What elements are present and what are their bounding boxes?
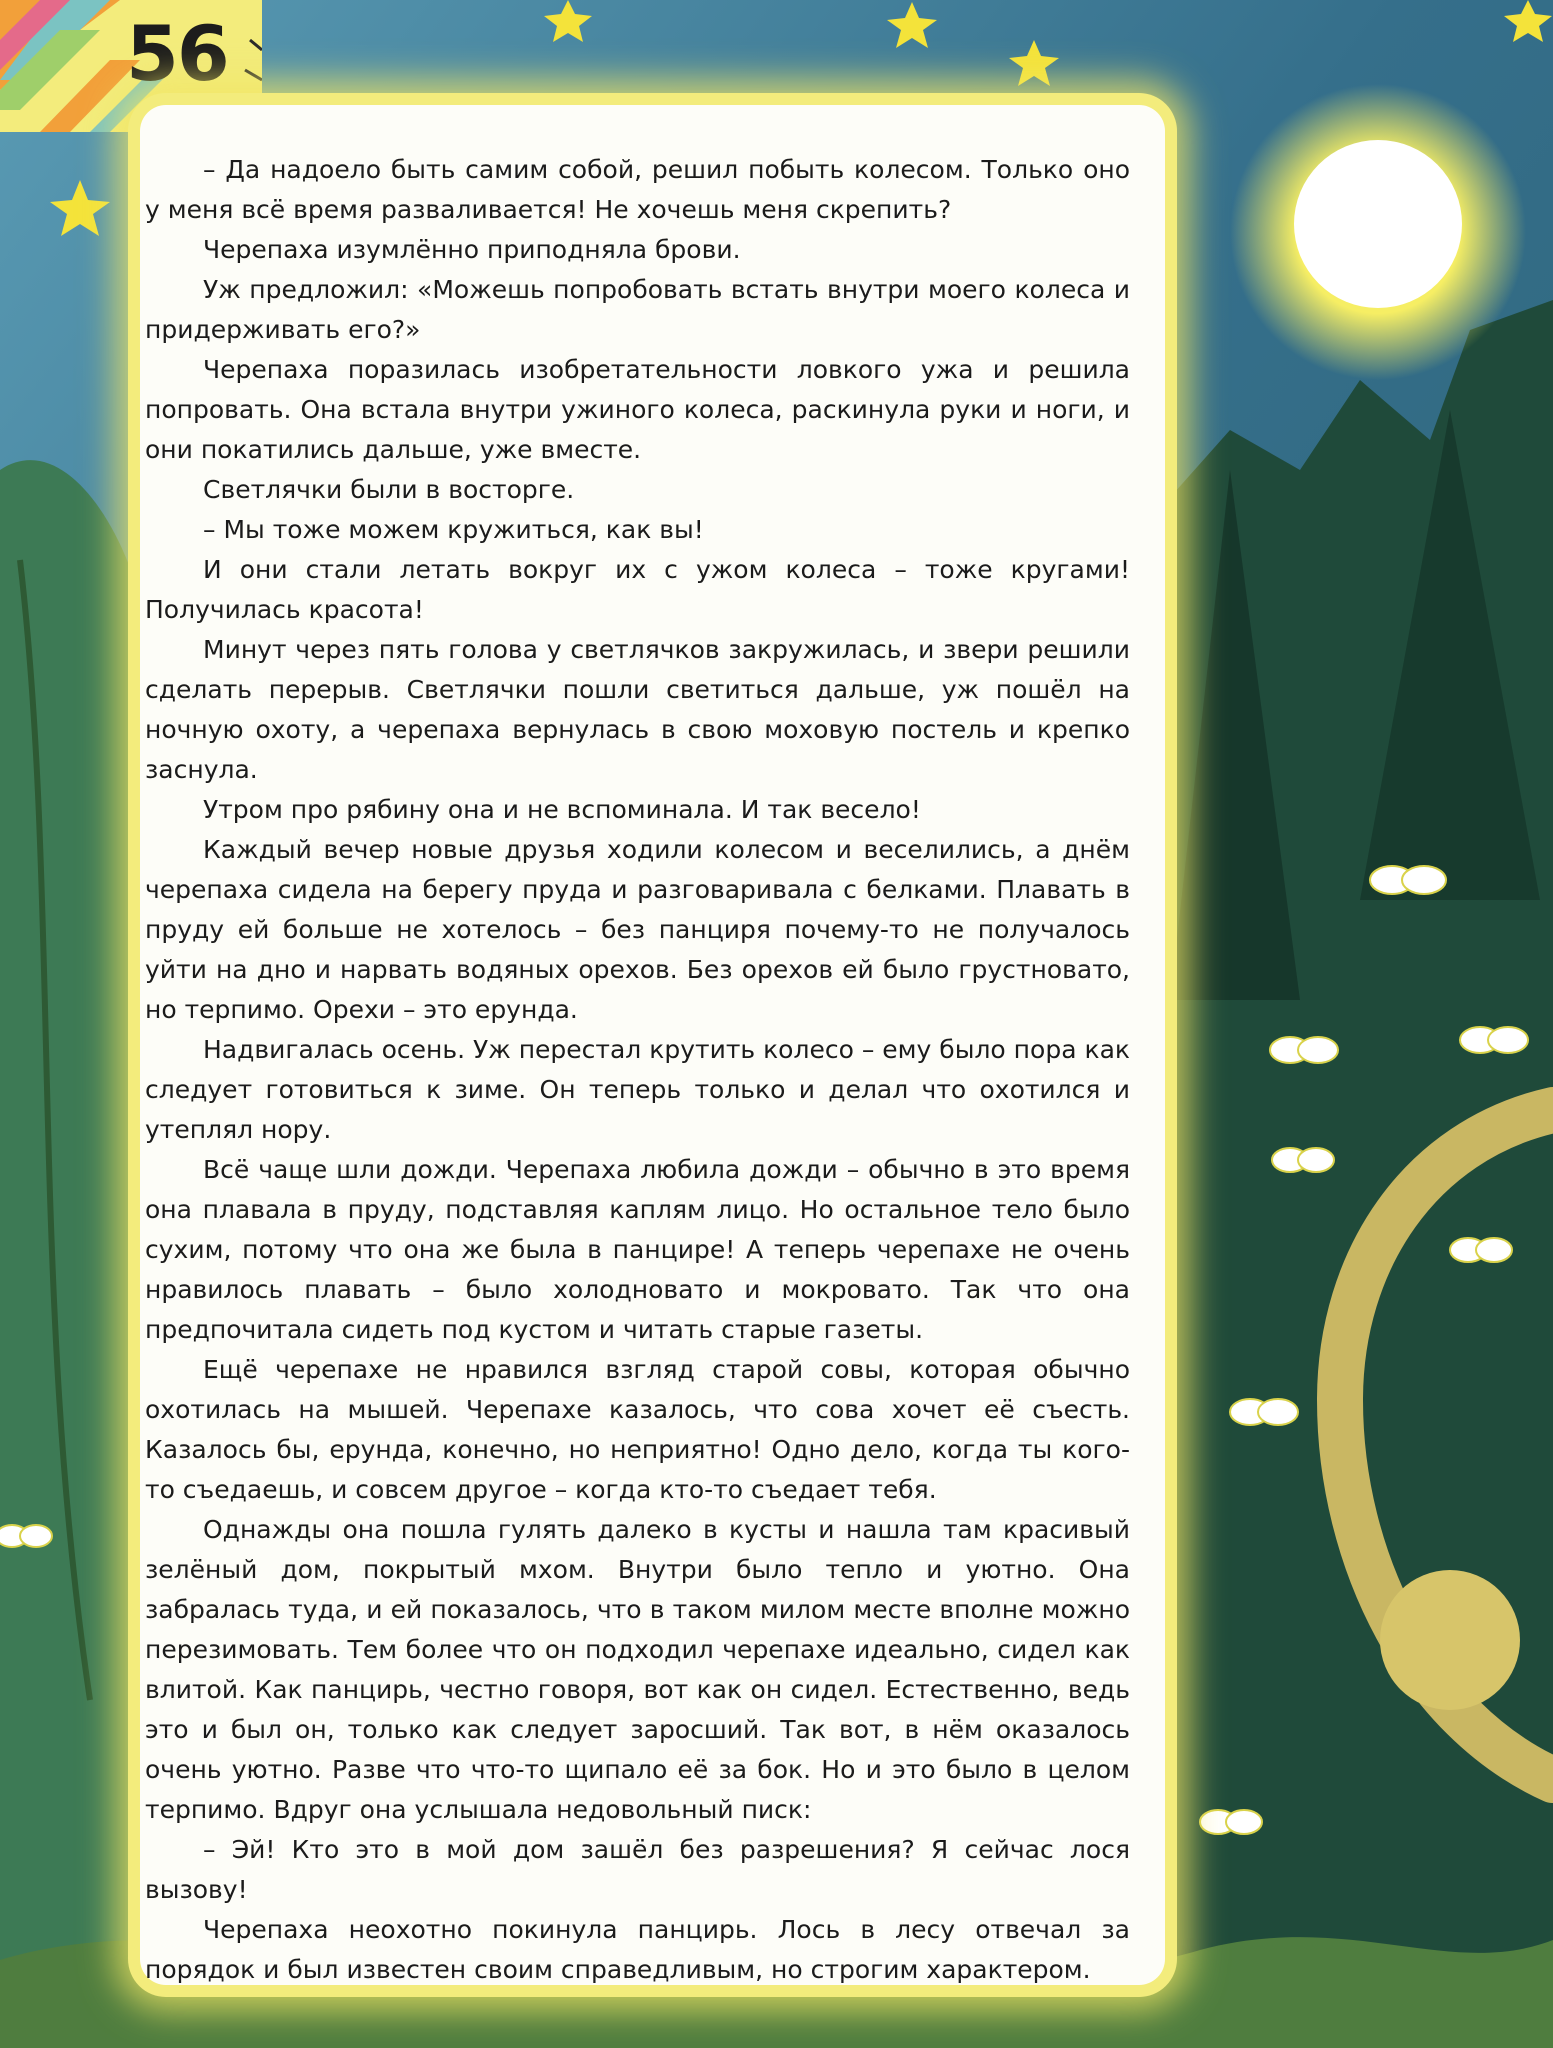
paragraph: – Эй! Кто это в мой дом зашёл без разрешения? Я сейчас лося вызову! <box>145 1835 1130 1904</box>
paragraph: Надвигалась осень. Уж перестал крутить колесо – ему было пора как следует готовиться к зиме. Он теперь только и делал что охотился и утеплял нору. <box>145 1035 1130 1144</box>
firefly-icon <box>1270 1037 1338 1063</box>
firefly-icon <box>0 1525 52 1547</box>
page-number: 56 <box>126 9 228 98</box>
firefly-icon <box>1460 1027 1528 1053</box>
paragraph: Ещё черепахе не нравился взгляд старой совы, которая обычно охотилась на мышей. Черепахе казалось, что сова хочет её съесть. Казалось бы, ерунда, конечно, но неприятно! Одно дело, когда ты кого-то съедаешь, и совсем другое – когда кто-то съедает тебя. <box>145 1355 1130 1504</box>
firefly-icon <box>1450 1238 1512 1262</box>
paragraph: – Да надоело быть самим собой, решил побыть колесом. Только оно у меня всё время разваливается! Не хочешь меня скрепить? <box>145 155 1130 224</box>
firefly-icon <box>1230 1399 1298 1425</box>
paragraph: Черепаха поразилась изобретательности ловкого ужа и решила попровать. Она встала внутри ужиного колеса, раскинула руки и ноги, и они покатились дальше, уже вместе. <box>145 355 1130 464</box>
story-text <box>145 150 1130 1990</box>
turtle-head <box>1380 1570 1520 1710</box>
paragraph: Каждый вечер новые друзья ходили колесом и веселились, а днём черепаха сидела на берегу пруда и разговаривала с белками. Плавать в пруду ей больше не хотелось – без панциря почему-то не получалось уйти на дно и нарвать водяных орехов. Без орехов ей было грустновато, но терпимо. Орехи – это ерунда. <box>145 835 1130 1024</box>
paragraph: Светлячки были в восторге. <box>203 475 575 504</box>
paragraph: И они стали летать вокруг их с ужом колеса – тоже кругами! Получилась красота! <box>145 555 1130 624</box>
moon <box>1294 140 1462 308</box>
firefly-icon <box>1370 866 1446 894</box>
firefly-icon <box>1272 1148 1334 1172</box>
paragraph: – Мы тоже можем кружиться, как вы! <box>203 515 704 544</box>
paragraph: Всё чаще шли дожди. Черепаха любила дожди – обычно в это время она плавала в пруду, подставляя каплям лицо. Но остальное тело было сухим, потому что она же была в панцире! А теперь черепахе не очень нравилось плавать – было холодновато и мокровато. Так что она предпочитала сидеть под кустом и читать старые газеты. <box>145 1155 1130 1344</box>
night-forest <box>1150 300 1553 2048</box>
left-bushes <box>0 460 140 2048</box>
paragraph: Черепаха изумлённо приподняла брови. <box>203 235 741 264</box>
paragraph: Минут через пять голова у светлячков закружилась, и звери решили сделать перерыв. Светлячки пошли светиться дальше, уж пошёл на ночную охоту, а черепаха вернулась в свою моховую постель и крепко заснула. <box>145 635 1130 784</box>
paragraph: Черепаха неохотно покинула панцирь. Лось в лесу отвечал за порядок и был известен своим справедливым, но строгим характером. <box>145 1915 1130 1984</box>
firefly-icon <box>1200 1810 1262 1834</box>
paragraph: Однажды она пошла гулять далеко в кусты и нашла там красивый зелёный дом, покрытый мхом. Внутри было тепло и уютно. Она забралась туда, и ей показалось, что в таком милом месте вполне можно перезимовать. Тем более что он подходил черепахе идеально, сидел как влитой. Как панцирь, честно говоря, вот как он сидел. Естественно, ведь это и был он, только как следует заросший. Так вот, в нём оказалось очень уютно. Разве что что-то щипало её за бок. Но и это было в целом терпимо. Вдруг она услышала недовольный писк: <box>145 1515 1130 1824</box>
paragraph: Уж предложил: «Можешь попробовать встать внутри моего колеса и придерживать его?» <box>145 275 1130 344</box>
paragraph: Утром про рябину она и не вспоминала. И так весело! <box>203 795 921 824</box>
